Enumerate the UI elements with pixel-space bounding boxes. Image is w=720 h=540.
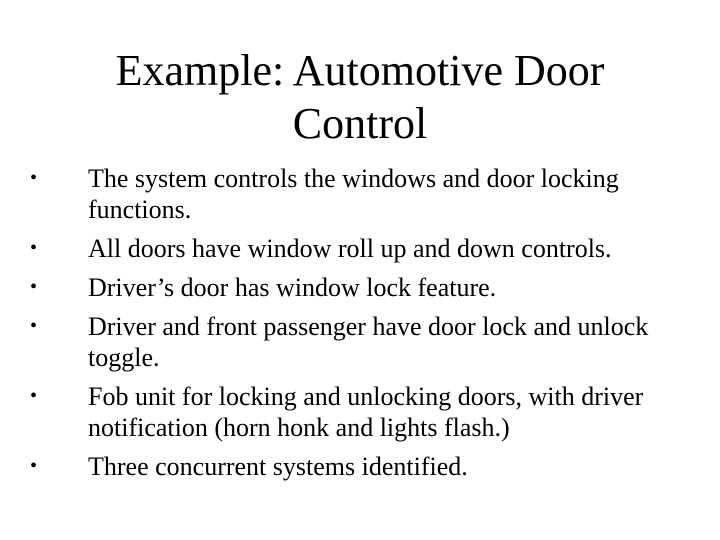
bullet-icon: • bbox=[30, 315, 38, 337]
bullet-icon: • bbox=[30, 276, 38, 298]
slide-title bbox=[0, 44, 720, 150]
bullet-text: Driver and front passenger have door lock and unlock toggle. bbox=[88, 312, 649, 372]
bullet-text: The system controls the windows and door locking functions. bbox=[88, 164, 619, 224]
bullet-item bbox=[30, 381, 690, 443]
bullet-text: Three concurrent systems identified. bbox=[88, 452, 468, 481]
slide-title-line-2: Control bbox=[292, 99, 428, 148]
bullet-text: All doors have window roll up and down controls. bbox=[88, 234, 612, 263]
bullet-item bbox=[30, 272, 690, 303]
bullet-item bbox=[30, 163, 690, 225]
slide-title-line-1: Example: Automotive Door bbox=[115, 46, 605, 95]
bullet-icon: • bbox=[30, 385, 38, 407]
bullet-text: Driver’s door has window lock feature. bbox=[88, 273, 497, 302]
bullet-icon: • bbox=[30, 167, 38, 189]
bullet-item bbox=[30, 451, 690, 482]
bullet-list bbox=[30, 163, 690, 490]
bullet-text: Fob unit for locking and unlocking doors, with driver notification (horn honk and lights flash.) bbox=[88, 382, 644, 442]
bullet-item bbox=[30, 233, 690, 264]
bullet-icon: • bbox=[30, 237, 38, 259]
bullet-icon: • bbox=[30, 455, 38, 477]
bullet-item bbox=[30, 311, 690, 373]
